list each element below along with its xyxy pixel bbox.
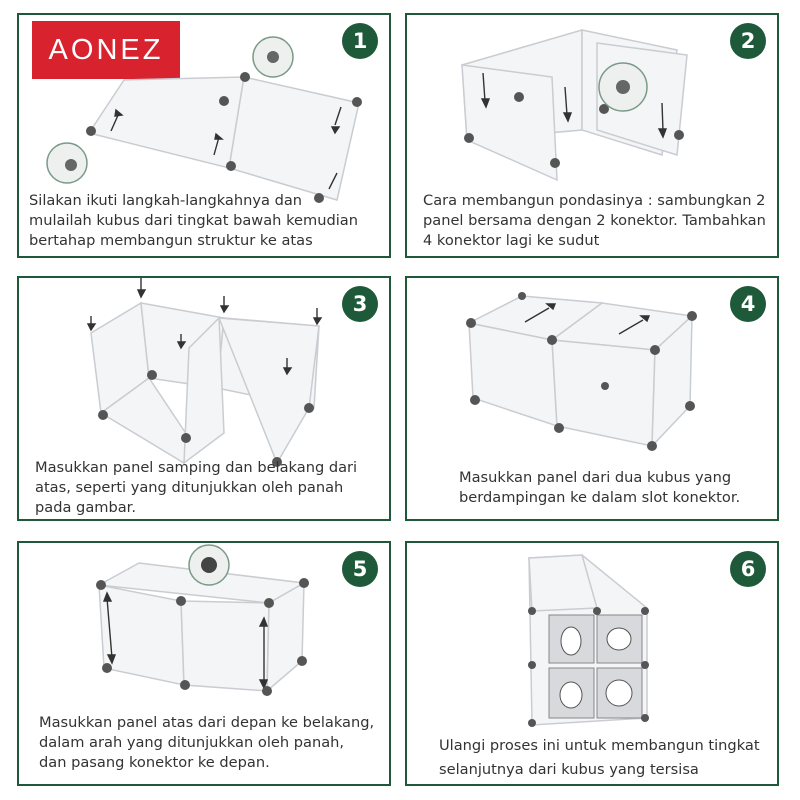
step-2-caption: Cara membangun pondasinya : sambungkan 2 panel bersama dengan 2 konektor. Tambahkan 4 konektor lagi ke sudut (423, 192, 766, 249)
step-2-panel (405, 13, 779, 258)
step-4-panel (405, 276, 779, 521)
step-number-badge: 2 (730, 23, 766, 59)
step-3-caption: Masukkan panel samping dan belakang dari atas, seperti yang ditunjukkan oleh panah pada gambar. (35, 459, 358, 516)
step-number-badge: 4 (730, 286, 766, 322)
step-number-badge: 5 (342, 551, 378, 587)
brand-logo: AONEZ (32, 21, 180, 79)
step-5-panel (17, 541, 391, 786)
step-1-caption: Silakan ikuti langkah-langkahnya dan mulailah kubus dari tingkat bawah kemudian bertahap membangun struktur ke atas (29, 192, 358, 249)
step-5-caption: Masukkan panel atas dari depan ke belakang, dalam arah yang ditunjukkan oleh panah, dan pasang konektor ke depan. (39, 714, 375, 771)
step-4-caption: Masukkan panel dari dua kubus yang berdampingan ke dalam slot konektor. (459, 469, 741, 506)
step-number-badge: 3 (342, 286, 378, 322)
step-3-panel (17, 276, 391, 521)
step-6-panel (405, 541, 779, 786)
step-number-badge: 1 (342, 23, 378, 59)
step-1-panel (17, 13, 391, 258)
step-6-caption: Ulangi proses ini untuk membangun tingkat selanjutnya dari kubus yang tersisa (439, 737, 760, 778)
step-number-badge: 6 (730, 551, 766, 587)
